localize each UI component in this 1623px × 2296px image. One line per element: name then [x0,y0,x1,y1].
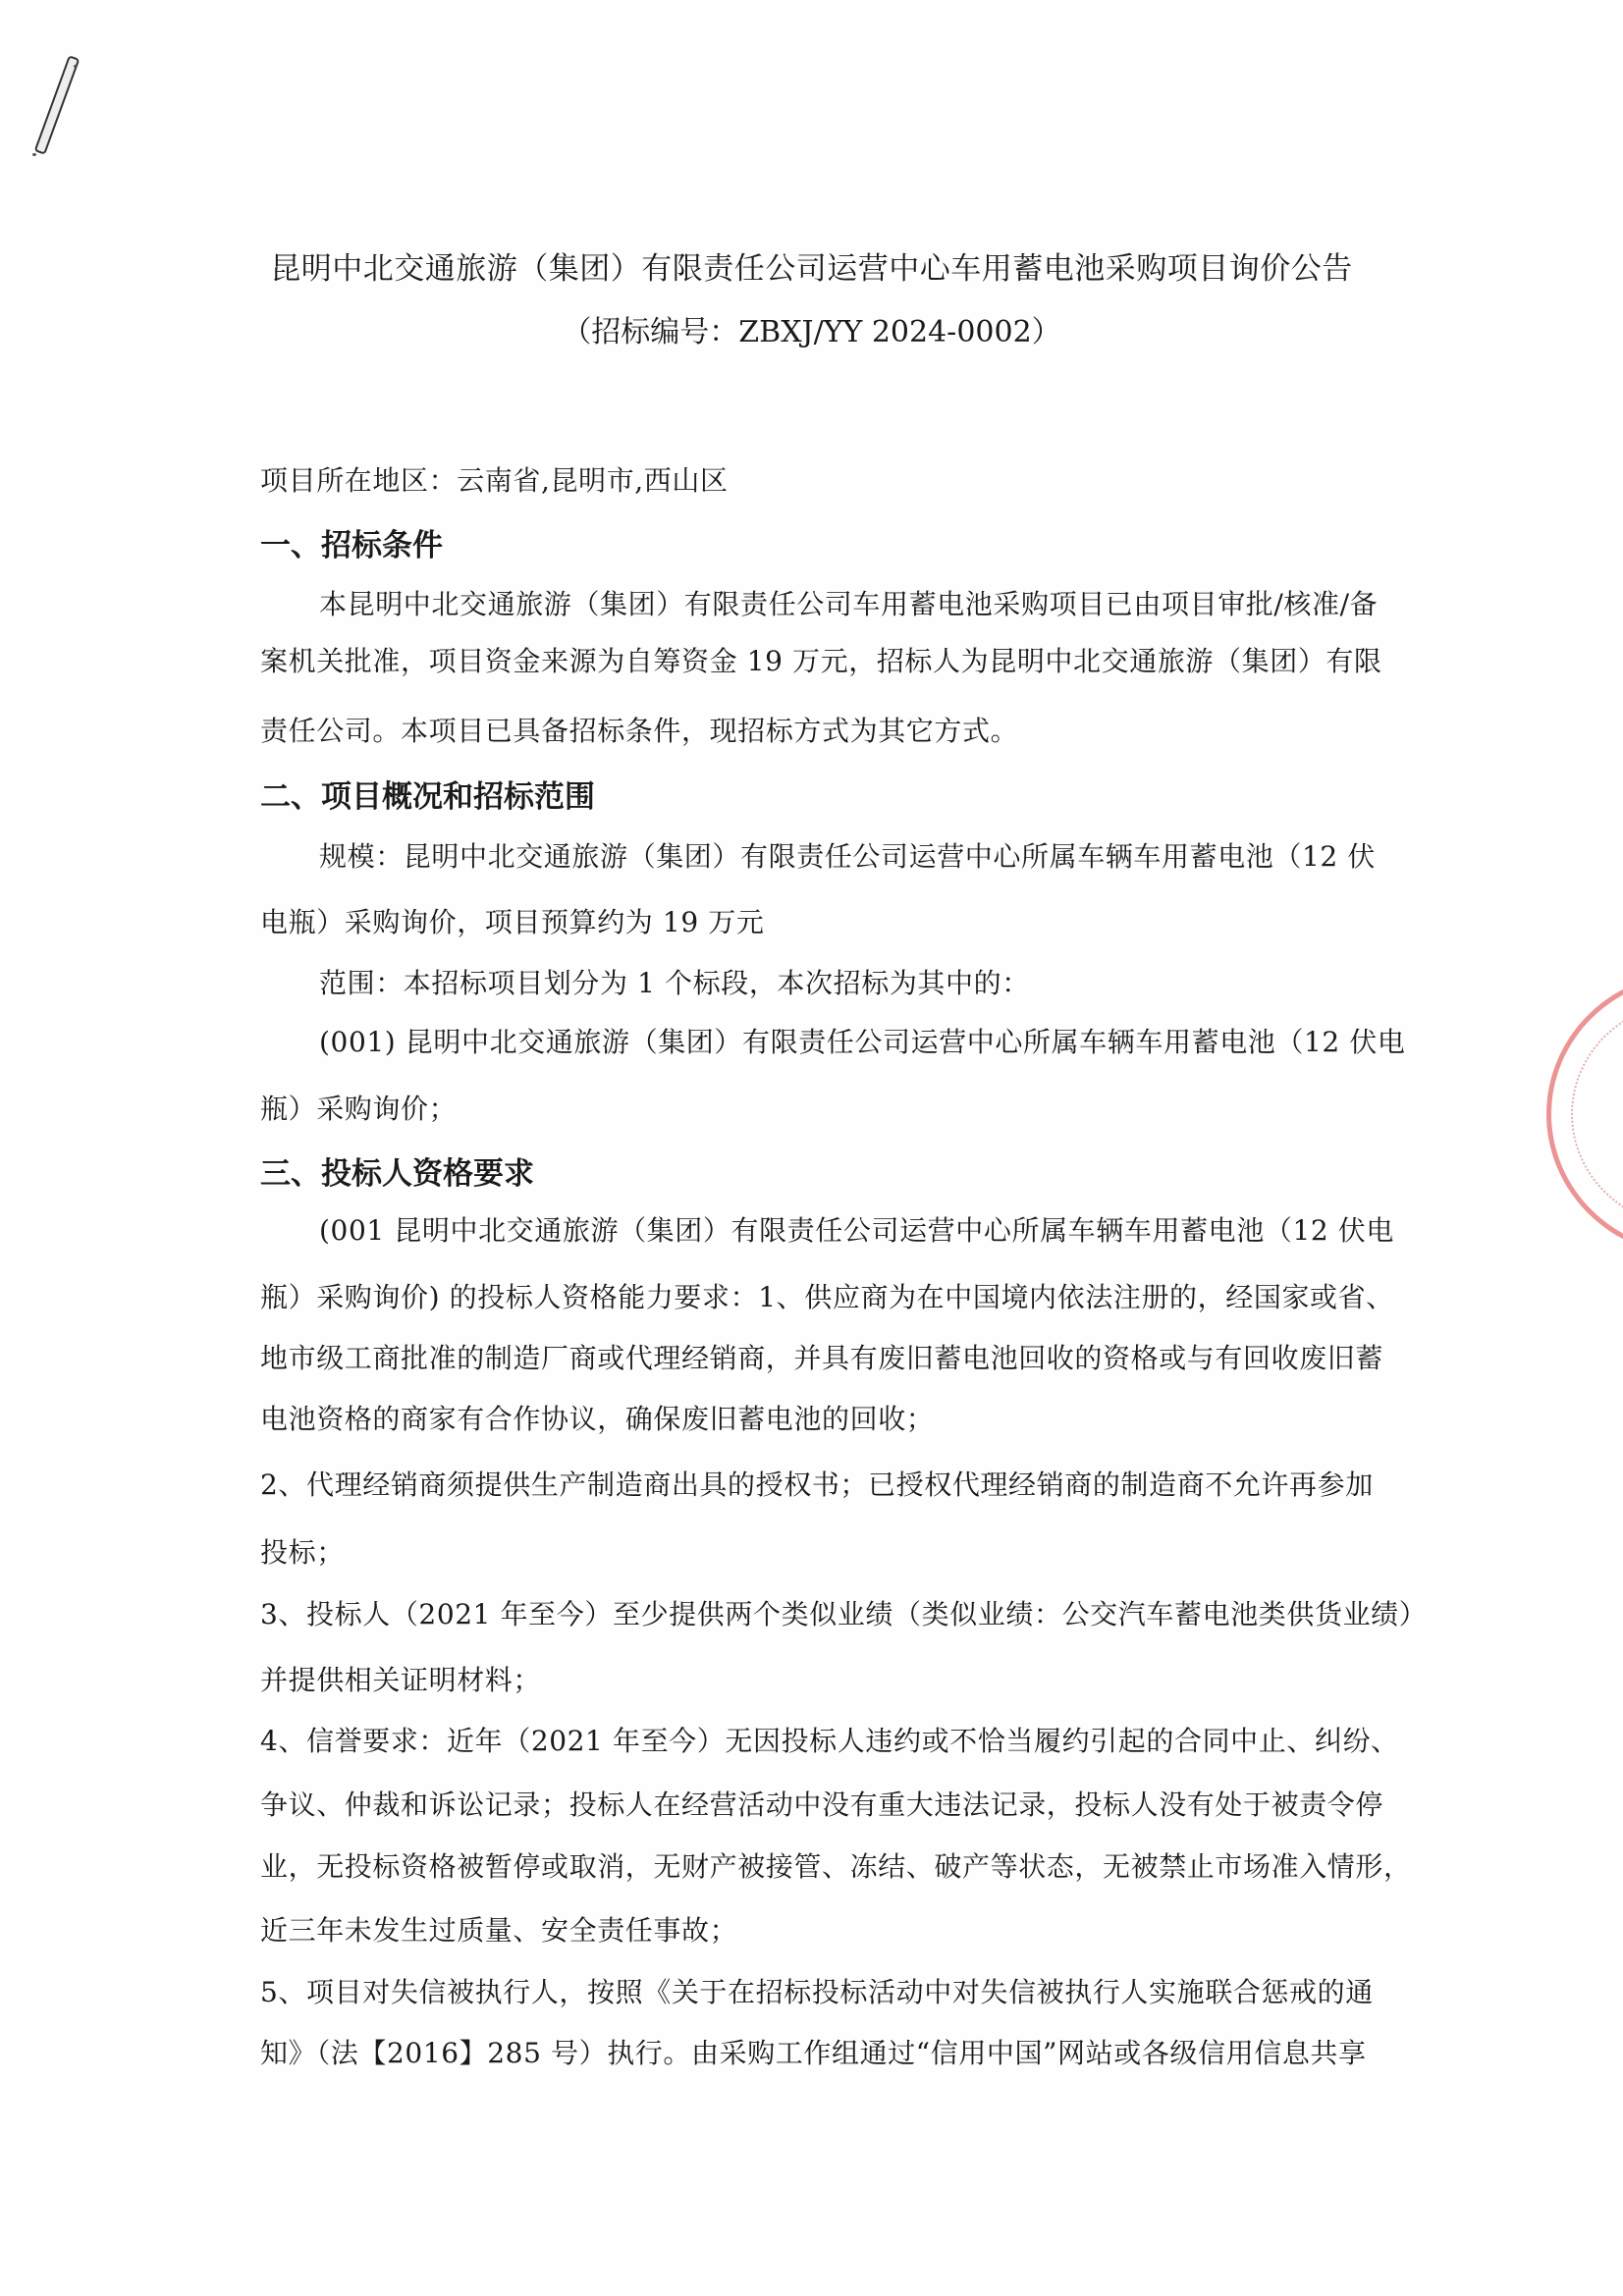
paragraph-line: 业，无投标资格被暂停或取消，无财产被接管、冻结、破产等状态，无被禁止市场准入情形， [260,1850,1412,1883]
paragraph-line: 本昆明中北交通旅游（集团）有限责任公司车用蓄电池采购项目已由项目审批/核准/备 [319,588,1379,620]
paragraph-line: 责任公司。本项目已具备招标条件，现招标方式为其它方式。 [260,715,1019,747]
paragraph-line: (001) 昆明中北交通旅游（集团）有限责任公司运营中心所属车辆车用蓄电池（12 伏电 [319,1026,1406,1058]
paragraph-line: 电池资格的商家有合作协议，确保废旧蓄电池的回收； [260,1403,935,1435]
paragraph-line: 案机关批准，项目资金来源为自筹资金 19 万元，招标人为昆明中北交通旅游（集团）有限 [260,645,1382,677]
paragraph-line: 5、项目对失信被执行人，按照《关于在招标投标活动中对失信被执行人实施联合惩戒的通 [260,1976,1374,2008]
paragraph-line: 地市级工商批准的制造厂商或代理经销商，并具有废旧蓄电池回收的资格或与有回收废旧蓄 [260,1342,1384,1374]
pen-mark [34,55,81,155]
paragraph-line: 并提供相关证明材料； [260,1664,542,1696]
document-title: 昆明中北交通旅游（集团）有限责任公司运营中心车用蓄电池采购项目询价公告 [270,251,1353,287]
paragraph-line: 投标； [260,1536,345,1569]
paragraph-line: 知》（法【2016】285 号）执行。由采购工作组通过“信用中国”网站或各级信用信息共享 [260,2037,1367,2069]
speck [74,65,77,68]
paragraph-line: 2、代理经销商须提供生产制造商出具的授权书；已授权代理经销商的制造商不允许再参加 [260,1468,1374,1501]
project-location: 项目所在地区：云南省,昆明市,西山区 [260,464,729,497]
paragraph-line: 瓶）采购询价； [260,1093,458,1125]
paragraph-line: 争议、仲裁和诉讼记录；投标人在经营活动中没有重大违法记录，投标人没有处于被责令停 [260,1789,1384,1821]
paragraph-line: 规模：昆明中北交通旅游（集团）有限责任公司运营中心所属车辆车用蓄电池（12 伏 [319,840,1376,873]
section-heading-1: 一、招标条件 [260,528,443,563]
paragraph-line: 瓶）采购询价) 的投标人资格能力要求：1、供应商为在中国境内依法注册的，经国家或省、 [260,1281,1394,1313]
document-subtitle: （招标编号：ZBXJ/YY 2024-0002） [562,315,1061,349]
section-heading-3: 三、投标人资格要求 [260,1156,534,1192]
paragraph-line: 近三年未发生过质量、安全责任事故； [260,1914,738,1947]
paragraph-line: 范围：本招标项目划分为 1 个标段，本次招标为其中的： [319,967,1030,999]
paragraph-line: 3、投标人（2021 年至今）至少提供两个类似业绩（类似业绩：公交汽车蓄电池类供货业绩） [260,1598,1428,1630]
speck [32,153,36,156]
section-heading-2: 二、项目概况和招标范围 [260,779,595,815]
paragraph-line: 4、信誉要求：近年（2021 年至今）无因投标人违约或不恰当履约引起的合同中止、纠纷、 [260,1725,1399,1757]
paragraph-line: (001 昆明中北交通旅游（集团）有限责任公司运营中心所属车辆车用蓄电池（12 伏电 [319,1214,1395,1247]
paragraph-line: 电瓶）采购询价，项目预算约为 19 万元 [260,906,765,938]
